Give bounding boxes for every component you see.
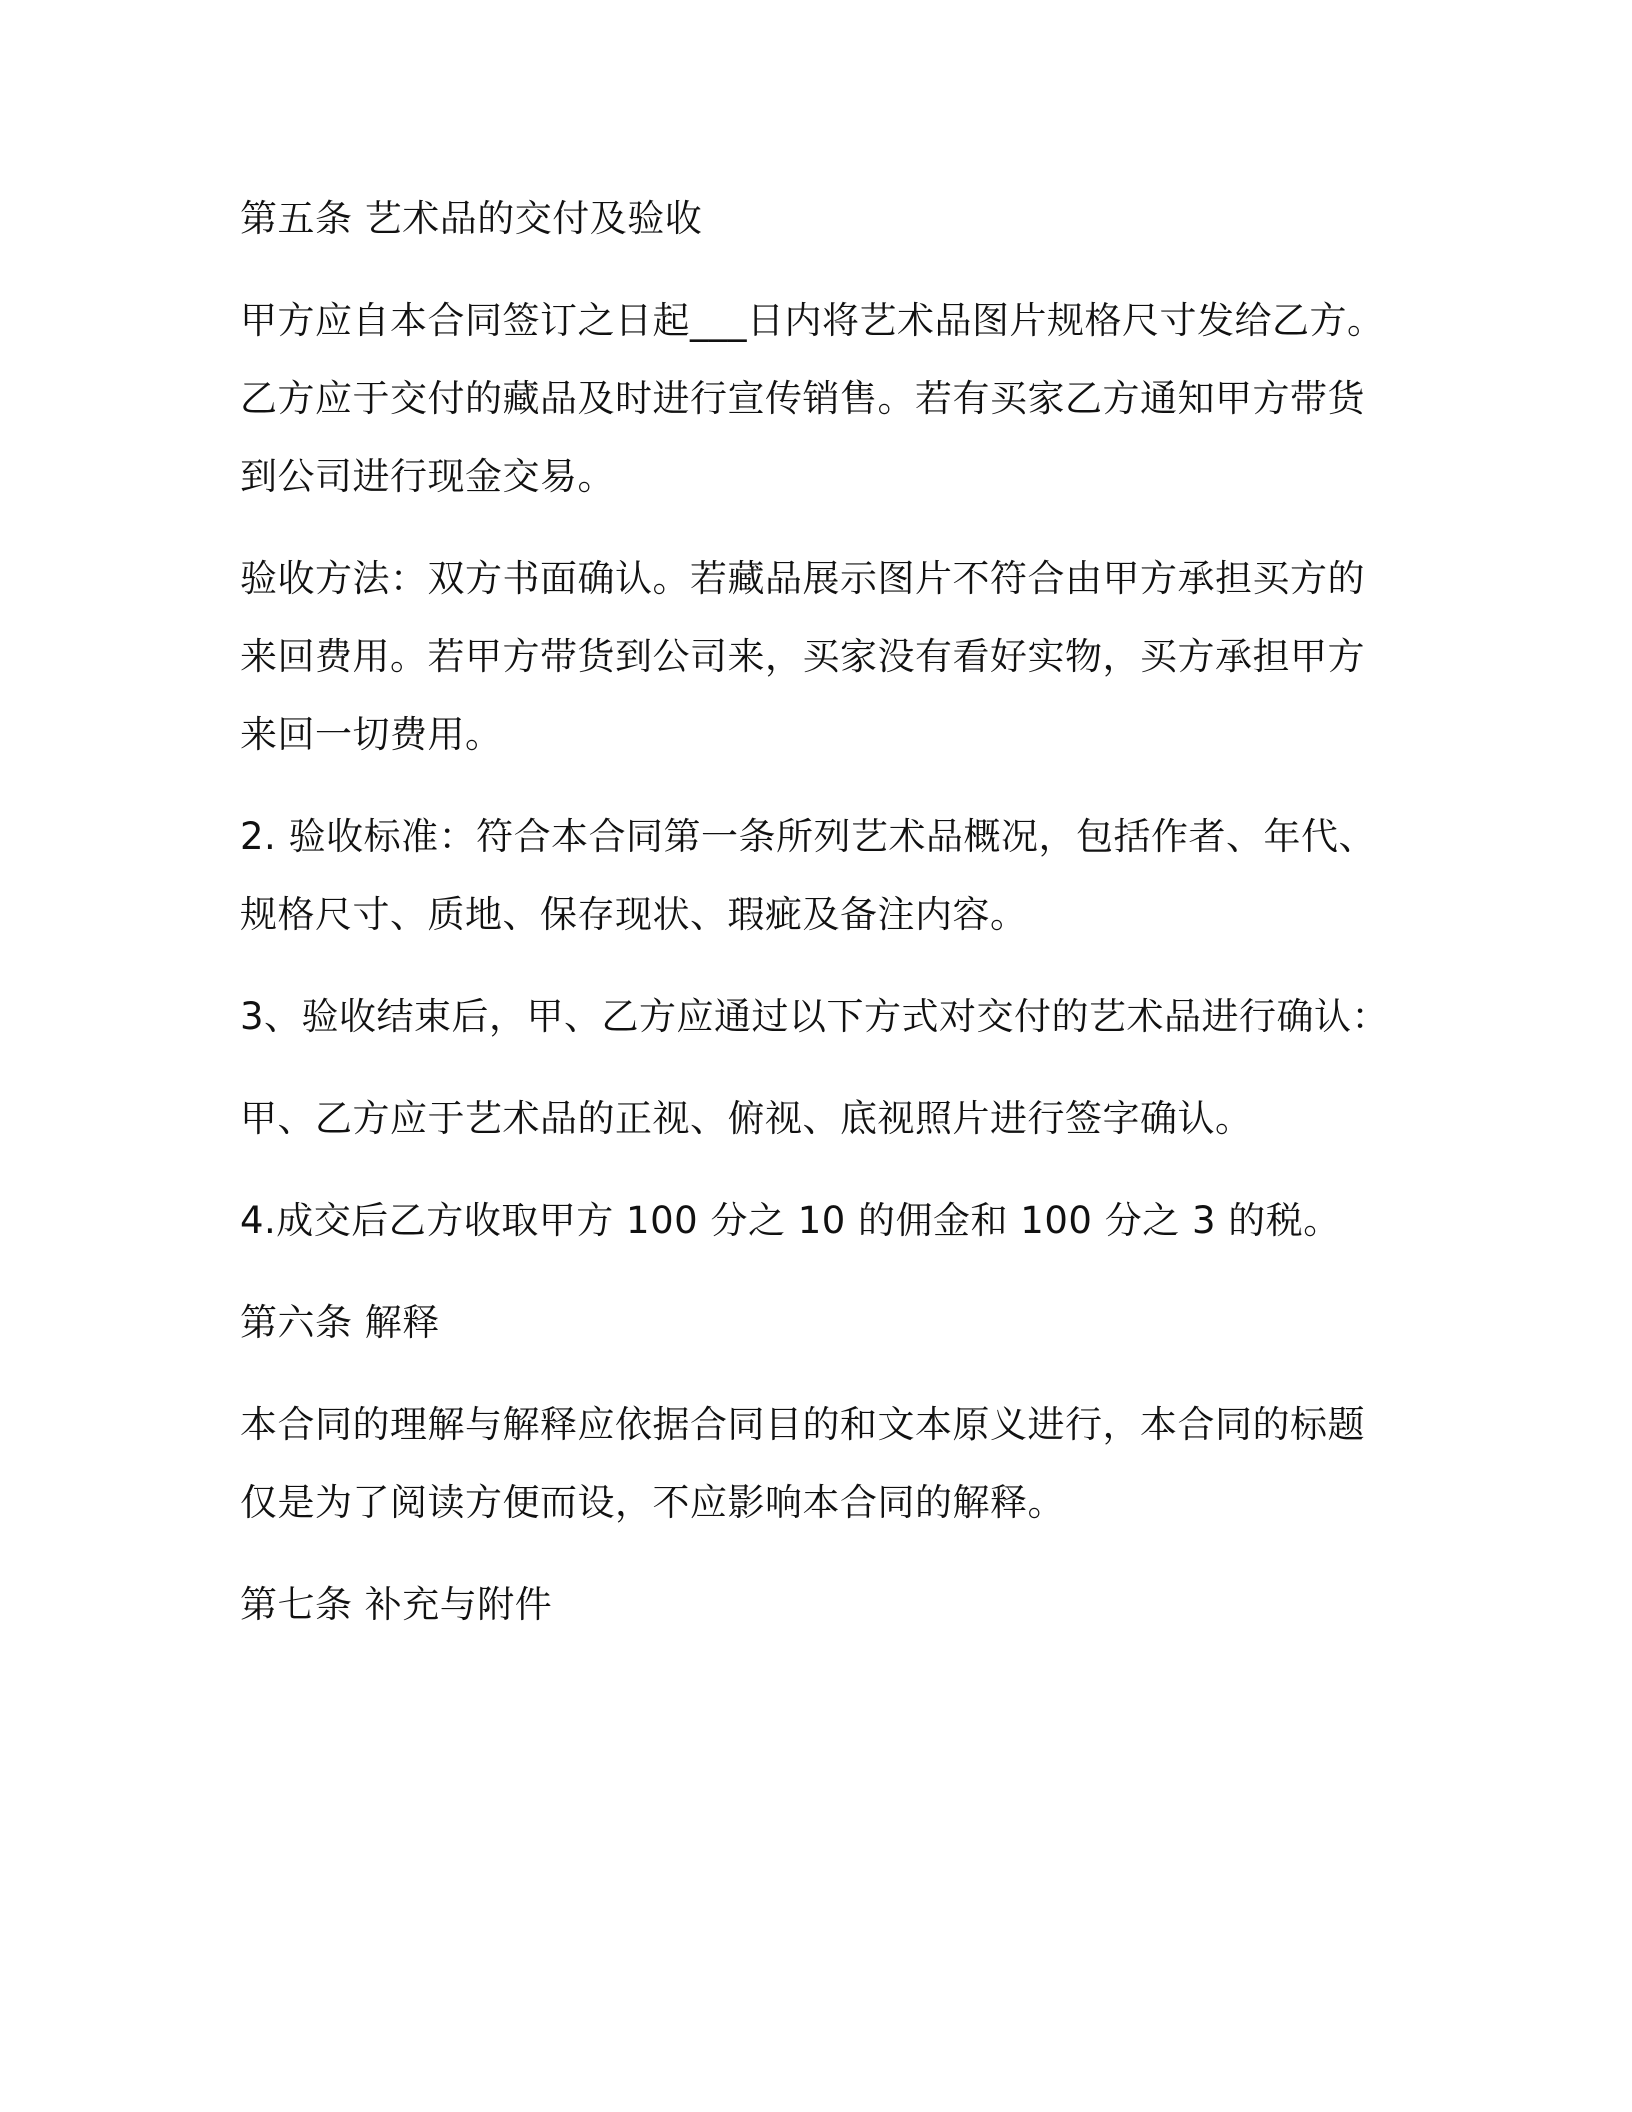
article-7-heading — [240, 1566, 1400, 1644]
text-line: 第五条 艺术品的交付及验收 — [240, 197, 703, 240]
text-line: 规格尺寸、质地、保存现状、瑕疵及备注内容。 — [240, 893, 1028, 936]
text-line: 第七条 补充与附件 — [240, 1583, 553, 1626]
text-line: 仅是为了阅读方便而设，不应影响本合同的解释。 — [240, 1481, 1065, 1524]
text-line: 第六条 解释 — [240, 1301, 440, 1344]
text-line: 来回费用。若甲方带货到公司来，买家没有看好实物，买方承担甲方 — [240, 635, 1365, 678]
text-line: 4.成交后乙方收取甲方 100 分之 10 的佣金和 100 分之 3 的税。 — [240, 1199, 1341, 1242]
acceptance-method-paragraph — [240, 540, 1400, 774]
text-line: 2. 验收标准：符合本合同第一条所列艺术品概况，包括作者、年代、 — [240, 815, 1377, 858]
text-line: 甲方应自本合同签订之日起___日内将艺术品图片规格尺寸发给乙方。 — [240, 299, 1385, 342]
text-line: 3、验收结束后，甲、乙方应通过以下方式对交付的艺术品进行确认： — [240, 995, 1390, 1038]
interpretation-paragraph — [240, 1386, 1400, 1542]
text-line: 乙方应于交付的藏品及时进行宣传销售。若有买家乙方通知甲方带货 — [240, 377, 1365, 420]
photo-signing-paragraph — [240, 1080, 1400, 1158]
document-body — [240, 180, 1400, 1644]
article-5-heading — [240, 180, 1400, 258]
text-line: 验收方法：双方书面确认。若藏品展示图片不符合由甲方承担买方的 — [240, 557, 1365, 600]
commission-paragraph — [240, 1182, 1400, 1260]
acceptance-standard-paragraph — [240, 798, 1400, 954]
article-6-heading — [240, 1284, 1400, 1362]
text-line: 来回一切费用。 — [240, 713, 503, 756]
delivery-paragraph — [240, 282, 1400, 516]
text-line: 到公司进行现金交易。 — [240, 455, 615, 498]
confirmation-paragraph — [240, 978, 1400, 1056]
text-line: 甲、乙方应于艺术品的正视、俯视、底视照片进行签字确认。 — [240, 1097, 1253, 1140]
text-line: 本合同的理解与解释应依据合同目的和文本原义进行，本合同的标题 — [240, 1403, 1365, 1446]
